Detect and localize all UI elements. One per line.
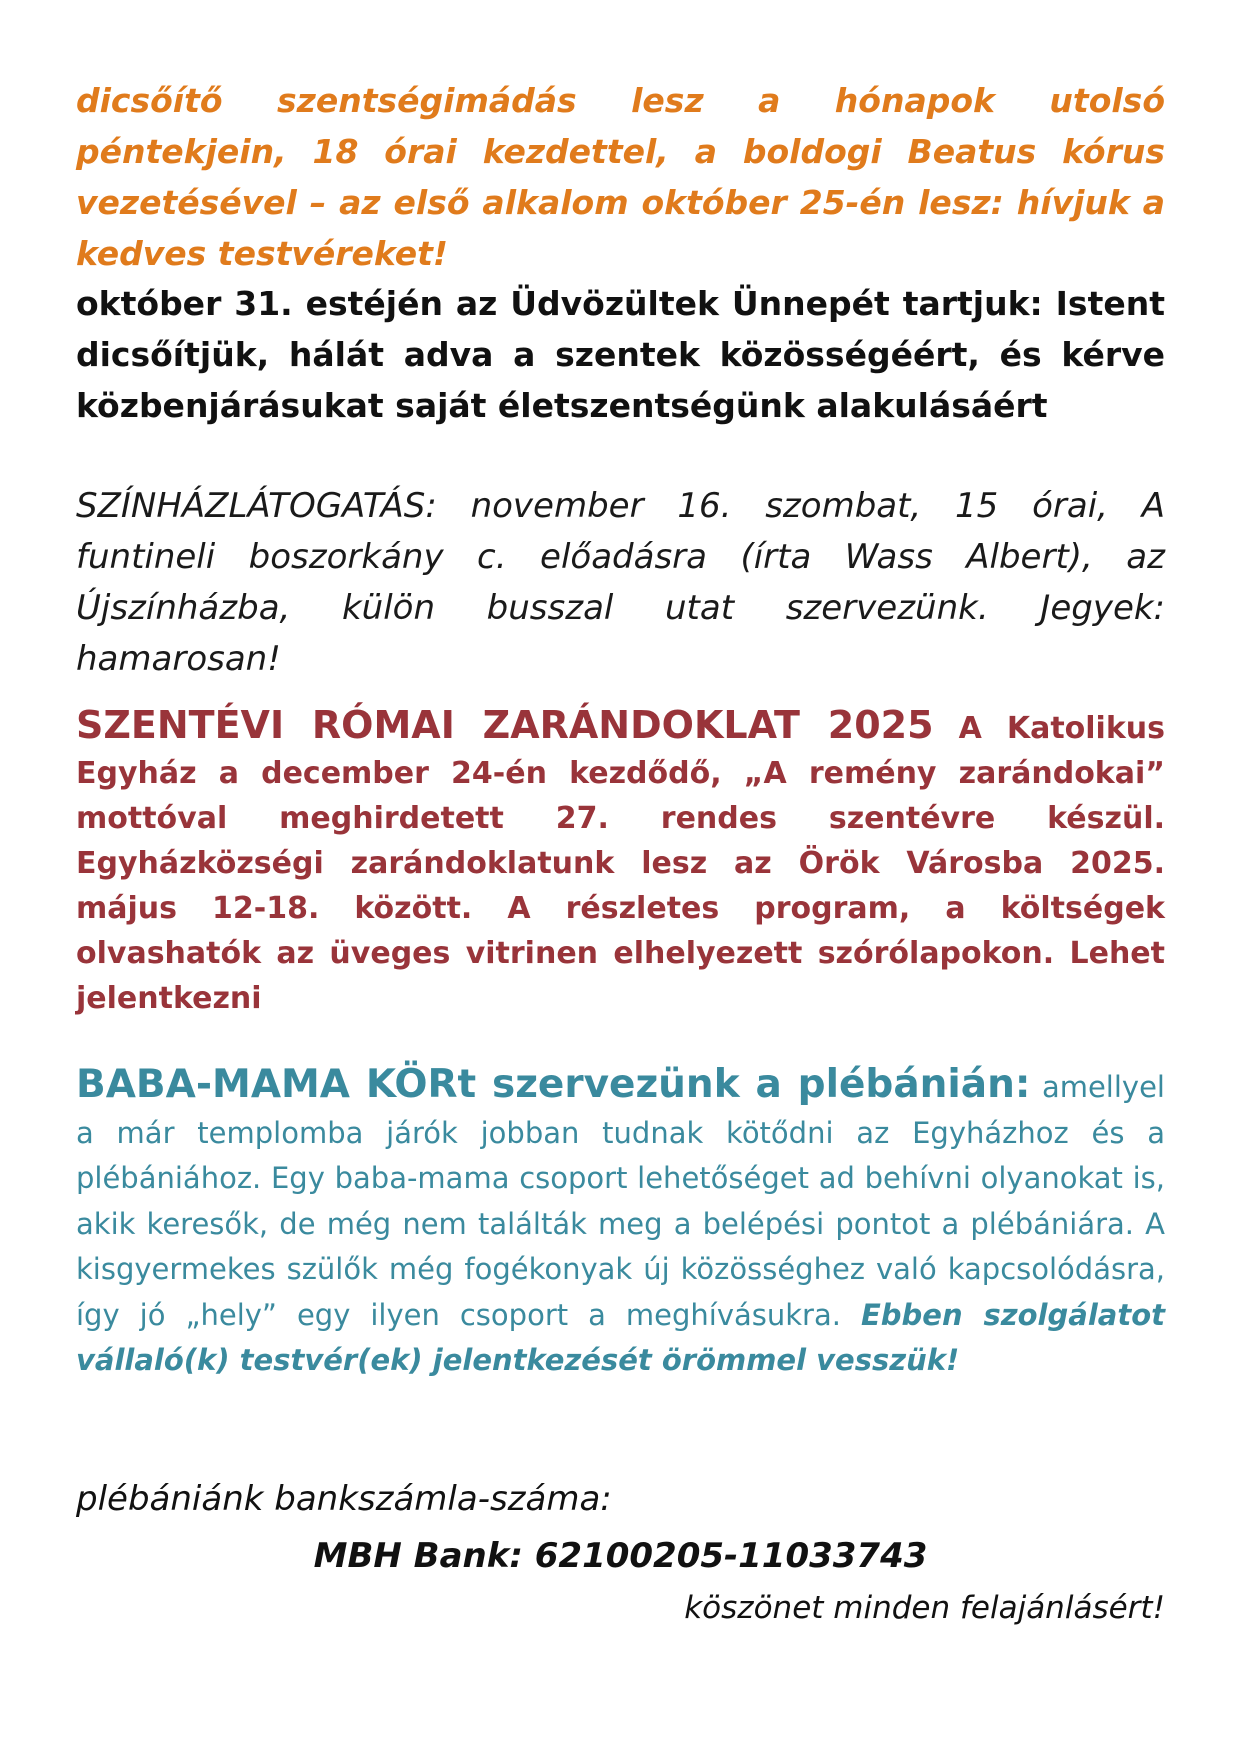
worship-text: dicsőítő szentségimádás lesz a hónapok utolsó péntekjein, 18 órai kezdettel, a boldogi Beatus kórus vezetésével – az első alkalom október 25-én lesz: hívjuk a kedves testvéreket! xyxy=(76,81,1165,273)
theatre-section xyxy=(76,481,1165,685)
bank-label: plébániánk bankszámla-száma: xyxy=(76,1479,612,1519)
bank-section xyxy=(76,1474,1165,1632)
pilgrimage-text: A Katolikus Egyház a december 24-én kezdődő, „A remény zarándokai” mottóval meghirdetett 27. rendes szentévre készül. Egyházközségi zarándoklatunk lesz az Örök Városba 2025. május 12-18. között. A részletes program, a költségek olvashatók az üveges vitrinen elhelyezett szórólapokon. Lehet jelentkezni xyxy=(76,711,1166,1016)
baba-mama-heading: BABA-MAMA KÖRt szervezünk a plébánián: xyxy=(76,1062,1031,1107)
thanks-text: köszönet minden felajánlásért! xyxy=(684,1590,1165,1626)
theatre-text: SZÍNHÁZLÁTOGATÁS: november 16. szombat, 15 órai, A funtineli boszorkány c. előadásra (írta Wass Albert), az Újszínházba, külön busszal utat szervezünk. Jegyek: hamarosan! xyxy=(76,486,1165,679)
bank-account: MBH Bank: 62100205-11033743 xyxy=(313,1536,928,1576)
baba-mama-section xyxy=(76,1062,1165,1384)
all-saints-section xyxy=(76,278,1165,431)
pilgrimage-paragraph xyxy=(76,703,1165,1021)
all-saints-text: október 31. estéjén az Üdvözültek Ünnepét tartjuk: Istent dicsőítjük, hálát adva a szentek közösségéért, és kérve közbenjárásukat saját életszentségünk alakulásáért xyxy=(76,284,1165,425)
worship-section xyxy=(76,75,1165,279)
baba-mama-text: amellyel a már templomba járók jobban tudnak kötődni az Egyházhoz és a plébániához. Egy baba-mama csoport lehetőséget ad behívni olyanokat is, akik keresők, de még nem találták meg a belépési pontot a plébániára. A kisgyermekes szülők még fogékonyak új közösséghez való kapcsolódásra, így jó „hely” egy ilyen csoport a meghívásukra. xyxy=(76,1070,1165,1332)
pilgrimage-heading: SZENTÉVI RÓMAI ZARÁNDOKLAT 2025 xyxy=(76,703,934,747)
pilgrimage-section xyxy=(76,703,1165,1021)
baba-mama-emphasis: Ebben szolgálatot vállaló(k) testvér(ek) jelentkezését örömmel vesszük! xyxy=(76,1297,1165,1377)
baba-mama-paragraph xyxy=(76,1062,1165,1384)
